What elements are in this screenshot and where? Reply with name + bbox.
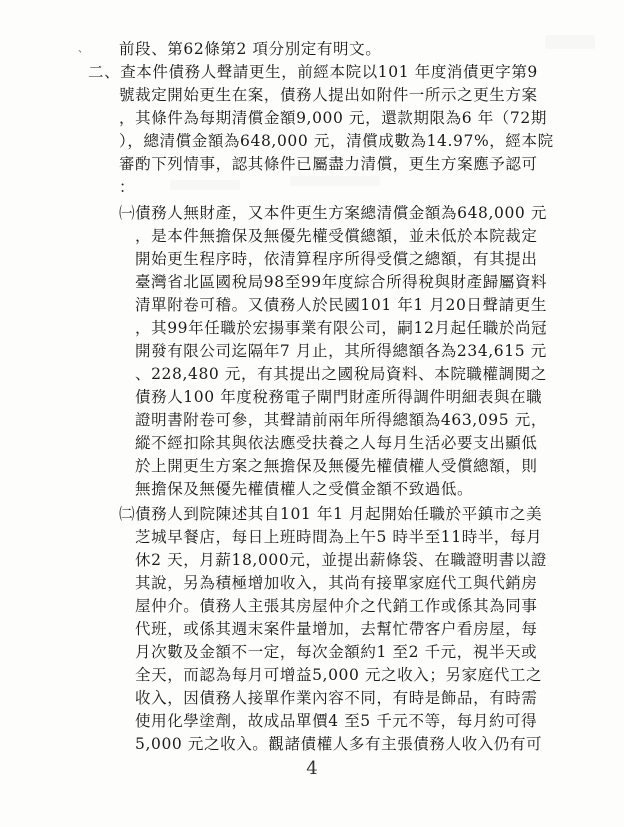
text-line: 債務人100 年度稅務電子閘門財產所得調件明細表與在職 [135, 388, 543, 406]
text-line: ㈠債務人無財產，又本件更生方案總清償金額為648,000 元 [119, 204, 548, 222]
text-line: 臺灣省北區國稅局98至99年度綜合所得稅與財產歸屬資料 [135, 273, 548, 291]
text-line: ，其條件為每期清償金額9,000 元，還款期限為6 年（72期 [119, 109, 547, 127]
text-line: 全天，而認為每月可增益5,000 元之收入；另家庭代工之 [135, 666, 543, 684]
text-line: 收入，因債務人接單作業內容不同，有時是飾品，有時需 [135, 689, 538, 707]
text-line: 使用化學塗劑，故成品單價4 至5 千元不等，每月約可得 [135, 712, 538, 730]
scan-shadow [290, 176, 380, 186]
text-line: 無擔保及無優先權債權人之受償金額不致過低。 [135, 480, 474, 498]
text-line: 二、查本件債務人聲請更生，前經本院以101 年度消債更字第9 [88, 63, 538, 81]
text-line: 證明書附卷可參，其聲請前兩年所得總額為463,095 元， [135, 411, 547, 429]
scan-shadow [170, 180, 240, 190]
text-line: 清單附卷可稽。又債務人於民國101 年1 月20日聲請更生 [135, 296, 547, 314]
page-number: 4 [306, 758, 318, 779]
text-line: ㈡債務人到院陳述其自101 年1 月起開始任職於平鎮市之美 [119, 505, 543, 523]
text-line: 開始更生程序時，依清算程序所得受償之總額，有其提出 [135, 250, 538, 268]
text-line: 審酌下列情事，認其條件已屬盡力清償，更生方案應予認可 [119, 155, 538, 173]
text-line: 前段、第62條第2 項分別定有明文。 [119, 40, 382, 58]
text-line: ，其99年任職於宏揚事業有限公司，嗣12月起任職於尚冠 [135, 319, 548, 337]
text-line: ），總清償金額為648,000 元，清償成數為14.97%，經本院 [119, 132, 554, 150]
text-line: 休2 天，月薪18,000元，並提出薪條袋、在職證明書以證 [135, 551, 547, 569]
margin-mark: 、 [78, 44, 88, 55]
text-line: 屋仲介。債務人主張其房屋仲介之代銷工作或係其為同事 [135, 597, 538, 615]
text-line: 代班，或係其週末案件量增加，去幫忙帶客户看房屋，每 [135, 620, 538, 638]
scan-shadow [545, 35, 595, 49]
text-line: 5,000 元之收入。觀諸債權人多有主張債務人收入仍有可 [135, 735, 543, 753]
text-line: 、228,480 元，有其提出之國稅局資料、本院職權調閱之 [135, 365, 547, 383]
text-line: 月次數及金額不一定，每次金額約1 至2 千元，視半天或 [135, 643, 538, 661]
text-line: 縱不經扣除其與依法應受扶養之人每月生活必要支出顯低 [135, 434, 538, 452]
text-line: ： [119, 178, 136, 196]
text-line: 芝城早餐店，每日上班時間為上午5 時半至11時半，每月 [135, 528, 543, 546]
text-line: 號裁定開始更生在案，債務人提出如附件一所示之更生方案 [119, 86, 538, 104]
text-line: 開發有限公司迄隔年7 月止，其所得總額各為234,615 元 [135, 342, 547, 360]
text-line: ，是本件無擔保及無優先權受償總額，並未低於本院裁定 [135, 227, 538, 245]
text-line: 於上開更生方案之無擔保及無優先權債權人受償總額，則 [135, 457, 538, 475]
text-line: 其說，另為積極增加收入，其尚有接單家庭代工與代銷房 [135, 574, 538, 592]
